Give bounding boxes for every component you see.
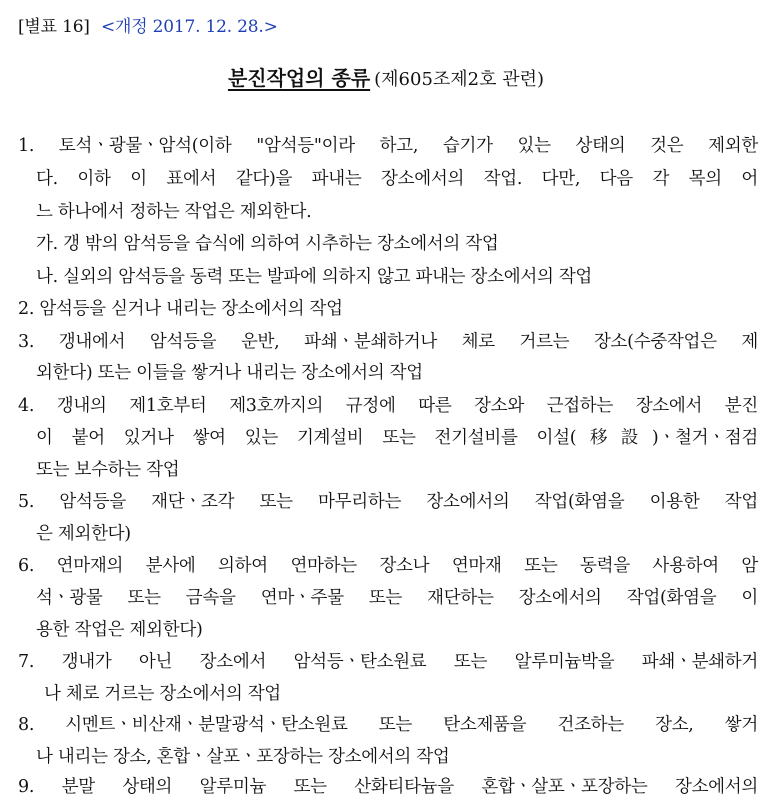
- list-item-line: 또는 보수하는 작업: [36, 460, 180, 480]
- document-title: [0, 62, 772, 91]
- list-item-line: 다. 이하 이 표에서 같다)을 파내는 장소에서의 작업. 다만, 다음 각 목의 어: [36, 169, 758, 189]
- list-item-line: 9. 분말 상태의 알루미늄 또는 산화티타늄을 혼합ㆍ살포ㆍ포장하는 장소에서의: [18, 777, 758, 797]
- list-item-line: 1. 토석ㆍ광물ㆍ암석(이하 "암석등"이라 하고, 습기가 있는 상태의 것은 제외한: [18, 136, 758, 156]
- list-item-line: 4. 갱내의 제1호부터 제3호까지의 규정에 따른 장소와 근접하는 장소에서 분진: [18, 396, 758, 416]
- title-sub: (제605조제2호 관련): [374, 69, 545, 90]
- list-item-line: 5. 암석등을 재단ㆍ조각 또는 마무리하는 장소에서의 작업(화염을 이용한 작업: [18, 492, 758, 512]
- sub-item-line: 나. 실외의 암석등을 동력 또는 발파에 의하지 않고 파내는 장소에서의 작업: [36, 267, 593, 287]
- list-item-line: 외한다) 또는 이들을 쌓거나 내리는 장소에서의 작업: [36, 363, 423, 383]
- list-item-line: 7. 갱내가 아닌 장소에서 암석등ㆍ탄소원료 또는 알루미늄박을 파쇄ㆍ분쇄하거: [18, 652, 758, 672]
- list-item-line: 은 제외한다): [36, 524, 131, 544]
- list-item-line: 6. 연마재의 분사에 의하여 연마하는 장소나 연마재 또는 동력을 사용하여 암: [18, 556, 758, 576]
- list-item-line: 느 하나에서 정하는 작업은 제외한다.: [36, 202, 312, 222]
- list-item-line: 석ㆍ광물 또는 금속을 연마ㆍ주물 또는 재단하는 장소에서의 작업(화염을 이: [36, 588, 758, 608]
- list-item-line: 용한 작업은 제외한다): [36, 620, 203, 640]
- amendment-note: <개정 2017. 12. 28.>: [100, 17, 278, 37]
- list-item-line: 나 내리는 장소, 혼합ㆍ살포ㆍ포장하는 장소에서의 작업: [36, 747, 450, 767]
- list-item-line: 3. 갱내에서 암석등을 운반, 파쇄ㆍ분쇄하거나 체로 거르는 장소(수중작업은 제: [18, 332, 758, 352]
- table-header: [18, 12, 278, 37]
- title-main: 분진작업의 종류: [227, 66, 371, 90]
- sub-item-line: 가. 갱 밖의 암석등을 습식에 의하여 시추하는 장소에서의 작업: [36, 234, 499, 254]
- list-item-line: 2. 암석등을 싣거나 내리는 장소에서의 작업: [18, 299, 343, 319]
- appendix-label: [별표 16]: [18, 17, 90, 37]
- list-item-line: 나 체로 거르는 장소에서의 작업: [44, 684, 281, 704]
- list-item-line: 이 붙어 있거나 쌓여 있는 기계설비 또는 전기설비를 이설(移設)ㆍ철거ㆍ점검: [36, 428, 758, 448]
- list-item-line: 8. 시멘트ㆍ비산재ㆍ분말광석ㆍ탄소원료 또는 탄소제품을 건조하는 장소, 쌓거: [18, 715, 758, 735]
